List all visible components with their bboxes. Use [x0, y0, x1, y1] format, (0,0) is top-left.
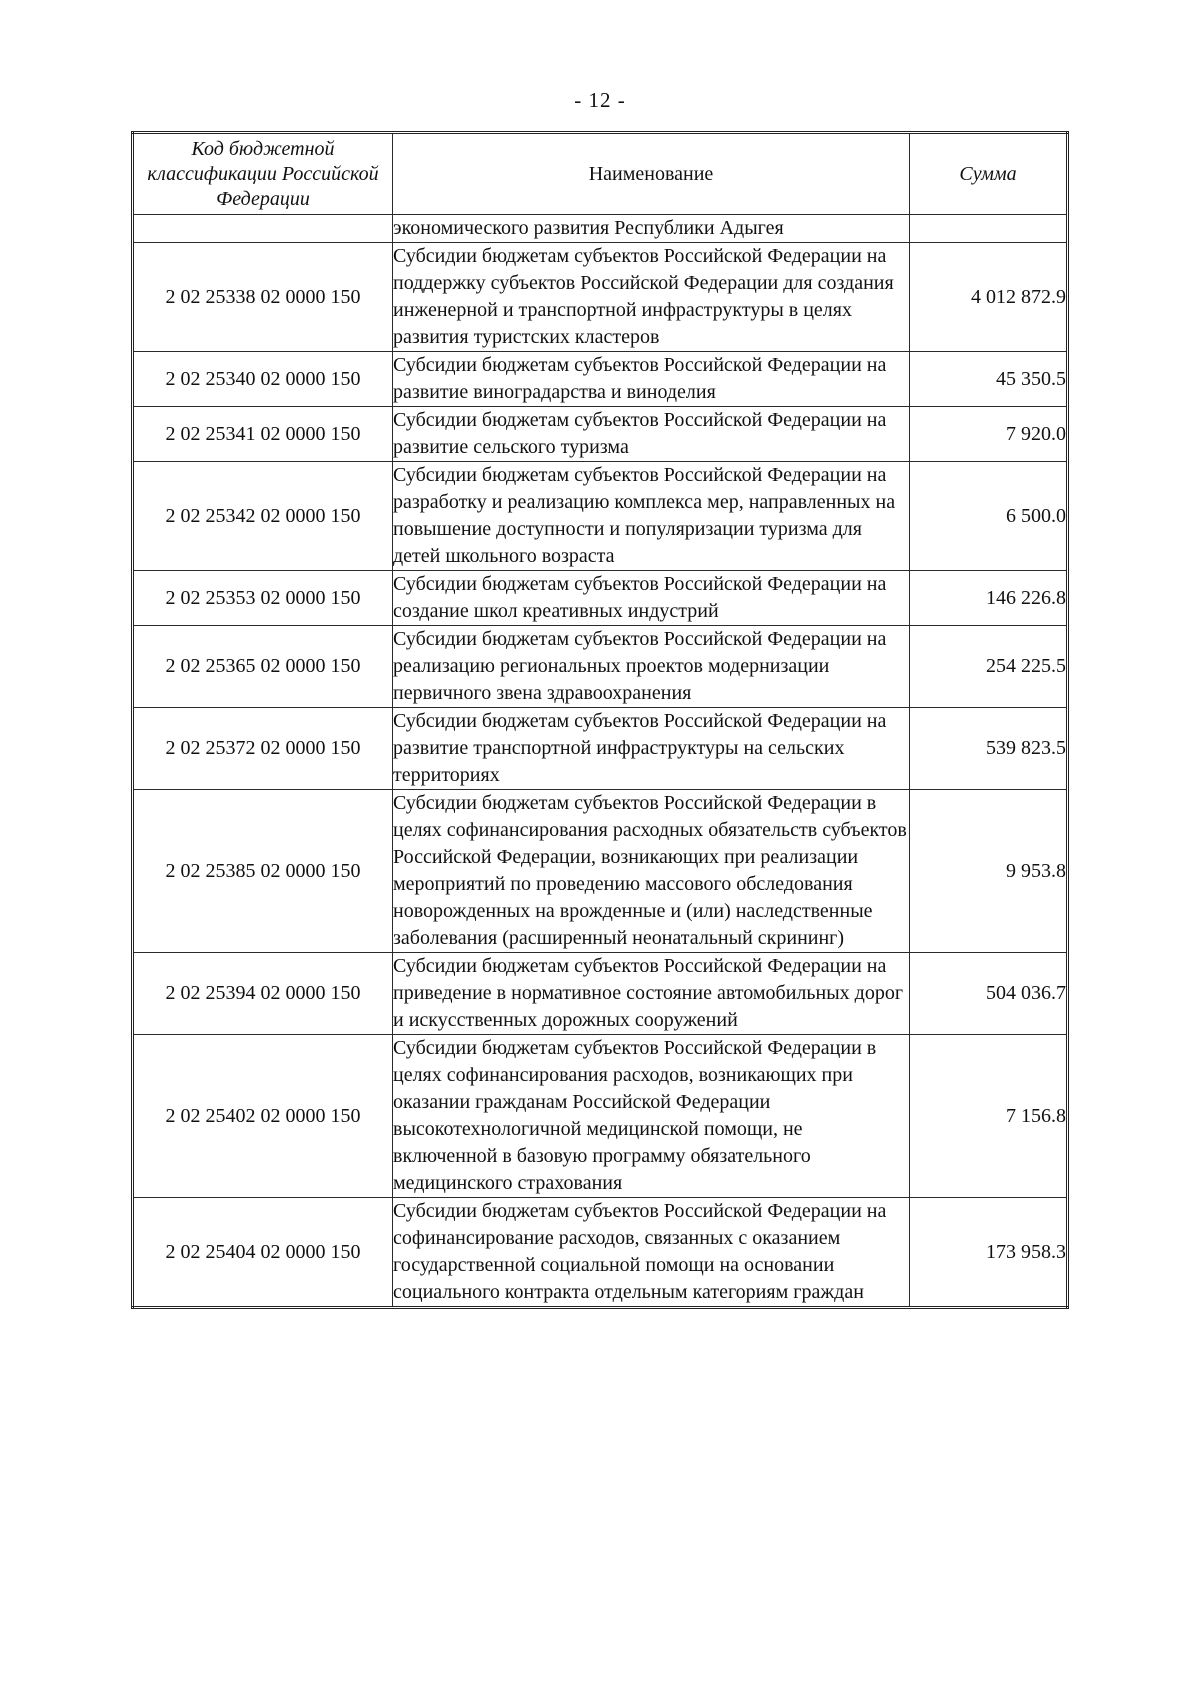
row-code: 2 02 25340 02 0000 150 [133, 352, 393, 407]
row-sum: 504 036.7 [910, 953, 1068, 1035]
row-sum: 539 823.5 [910, 708, 1068, 790]
table-row [133, 243, 1068, 352]
row-sum: 254 225.5 [910, 626, 1068, 708]
row-code: 2 02 25402 02 0000 150 [133, 1035, 393, 1198]
row-name: Субсидии бюджетам субъектов Российской Федерации на софинансирование расходов, связанных с оказанием государственной социальной помощи на основании социального контракта отдельным категориям граждан [393, 1198, 910, 1308]
row-name: Субсидии бюджетам субъектов Российской Федерации на создание школ креативных индустрий [393, 571, 910, 626]
row-name: Субсидии бюджетам субъектов Российской Федерации на реализацию региональных проектов модернизации первичного звена здравоохранения [393, 626, 910, 708]
table-row [133, 626, 1068, 708]
row-code: 2 02 25385 02 0000 150 [133, 790, 393, 953]
continuation-code-cell [133, 215, 393, 243]
row-name: Субсидии бюджетам субъектов Российской Федерации на разработку и реализацию комплекса мер, направленных на повышение доступности и популяризации туризма для детей школьного возраста [393, 462, 910, 571]
row-sum: 7 156.8 [910, 1035, 1068, 1198]
row-code: 2 02 25341 02 0000 150 [133, 407, 393, 462]
row-name: Субсидии бюджетам субъектов Российской Федерации в целях софинансирования расходов, возникающих при оказании гражданам Российской Федерации высокотехнологичной медицинской помощи, не включенной в базовую программу обязательного медицинского страхования [393, 1035, 910, 1198]
row-sum: 146 226.8 [910, 571, 1068, 626]
row-name: Субсидии бюджетам субъектов Российской Федерации на поддержку субъектов Российской Федерации для создания инженерной и транспортной инфраструктуры в целях развития туристских кластеров [393, 243, 910, 352]
header-sum: Сумма [910, 133, 1068, 215]
row-sum: 6 500.0 [910, 462, 1068, 571]
row-code: 2 02 25404 02 0000 150 [133, 1198, 393, 1308]
row-code: 2 02 25365 02 0000 150 [133, 626, 393, 708]
table-row [133, 352, 1068, 407]
table-row [133, 1198, 1068, 1308]
table-row [133, 708, 1068, 790]
header-code: Код бюджетной классификации Российской Федерации [133, 133, 393, 215]
row-sum: 45 350.5 [910, 352, 1068, 407]
header-name: Наименование [393, 133, 910, 215]
row-sum: 9 953.8 [910, 790, 1068, 953]
row-sum: 173 958.3 [910, 1198, 1068, 1308]
row-name: Субсидии бюджетам субъектов Российской Федерации на развитие виноградарства и виноделия [393, 352, 910, 407]
row-name: Субсидии бюджетам субъектов Российской Федерации в целях софинансирования расходных обязательств субъектов Российской Федерации, возникающих при реализации мероприятий по проведению массового обследования новорожденных на врожденные и (или) наследственные заболевания (расширенный неонатальный скрининг) [393, 790, 910, 953]
row-code: 2 02 25342 02 0000 150 [133, 462, 393, 571]
row-code: 2 02 25372 02 0000 150 [133, 708, 393, 790]
row-code: 2 02 25353 02 0000 150 [133, 571, 393, 626]
row-sum: 4 012 872.9 [910, 243, 1068, 352]
continuation-sum-cell [910, 215, 1068, 243]
page-number: - 12 - [574, 88, 626, 112]
budget-table [131, 131, 1069, 1309]
row-code: 2 02 25338 02 0000 150 [133, 243, 393, 352]
row-name: Субсидии бюджетам субъектов Российской Федерации на развитие транспортной инфраструктуры на сельских территориях [393, 708, 910, 790]
row-name: Субсидии бюджетам субъектов Российской Федерации на развитие сельского туризма [393, 407, 910, 462]
row-sum: 7 920.0 [910, 407, 1068, 462]
continuation-name-cell: экономического развития Республики Адыгея [393, 215, 910, 243]
table-row [133, 462, 1068, 571]
table-row [133, 790, 1068, 953]
row-name: Субсидии бюджетам субъектов Российской Федерации на приведение в нормативное состояние автомобильных дорог и искусственных дорожных сооружений [393, 953, 910, 1035]
table-header-row [133, 133, 1068, 215]
continuation-row [133, 215, 1068, 243]
table-row [133, 1035, 1068, 1198]
table-row [133, 953, 1068, 1035]
row-code: 2 02 25394 02 0000 150 [133, 953, 393, 1035]
table-row [133, 571, 1068, 626]
table-row [133, 407, 1068, 462]
